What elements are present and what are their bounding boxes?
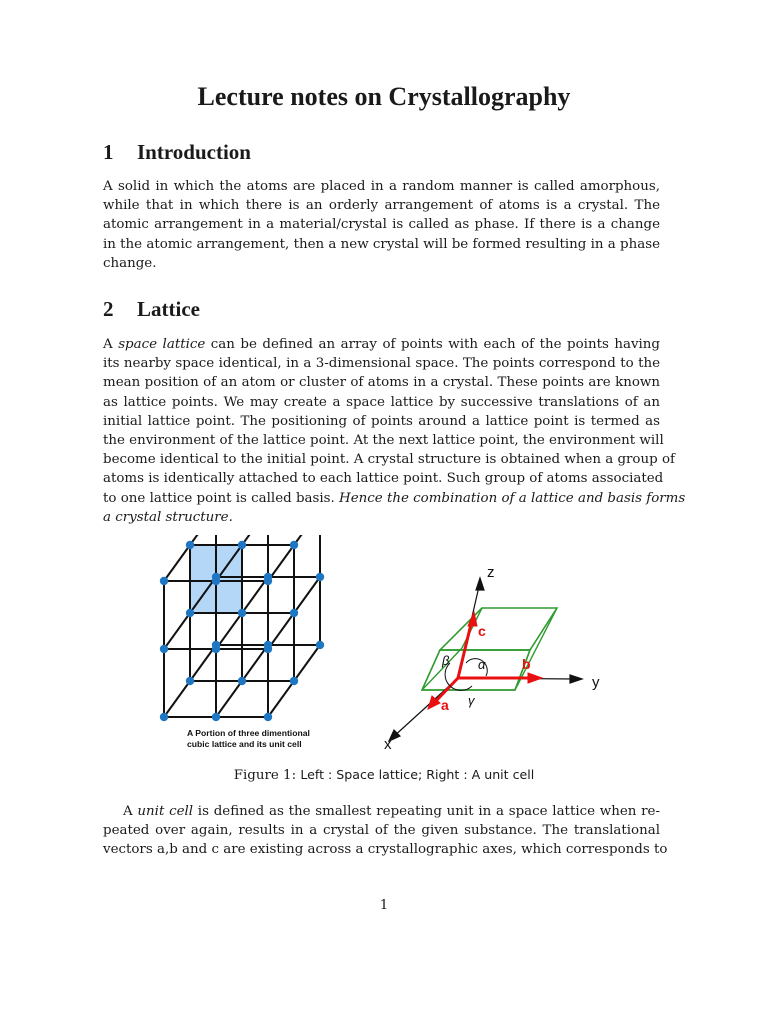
section-number: 1 <box>103 140 114 164</box>
vector-a-label: a <box>441 697 449 713</box>
paragraph-line: while that in which there is an orderly arrangement of atoms is a crystal. The <box>103 198 660 214</box>
introduction-paragraph <box>103 177 660 273</box>
section-title: Lattice <box>137 297 200 321</box>
lattice-caption-line-1: A Portion of three dimentional <box>187 728 310 738</box>
lattice-edge <box>216 681 242 717</box>
lattice-point <box>316 641 324 649</box>
paragraph-line: the environment of the lattice point. At the next lattice point, the environment will <box>103 433 664 449</box>
term-unit-cell: unit cell <box>137 804 194 819</box>
lattice-point <box>290 677 298 685</box>
paragraph-line: mean position of an atom or cluster of atoms in a crystal. These points are known <box>103 375 660 391</box>
space-lattice-figure <box>155 535 385 765</box>
figure-caption <box>0 767 768 783</box>
lattice-point <box>290 541 298 549</box>
paragraph-line: a crystal structure. <box>103 509 233 525</box>
lattice-point <box>186 541 194 549</box>
lattice-edge <box>164 545 190 581</box>
lattice-point <box>160 577 168 585</box>
lattice-caption-line-2: cubic lattice and its unit cell <box>187 739 302 749</box>
lattice-point <box>264 713 272 721</box>
paragraph-line: in the atomic arrangement, then a new crystal will be formed resulting in a phase <box>103 236 660 252</box>
lattice-edge <box>164 681 190 717</box>
angle-gamma-label: γ <box>468 693 475 708</box>
paragraph-line: A unit cell is defined as the smallest repeating unit in a space lattice when re- <box>123 804 660 819</box>
paragraph-line: atoms is identically attached to each lattice point. Such group of atoms associated <box>103 471 664 487</box>
section-number: 2 <box>103 297 114 321</box>
paragraph-line: atomic arrangement in a material/crystal is called as phase. If there is a change <box>103 217 660 233</box>
page-number: 1 <box>379 898 389 913</box>
lattice-paragraph <box>103 335 686 527</box>
lattice-point <box>160 645 168 653</box>
lattice-point <box>212 645 220 653</box>
lattice-point <box>316 573 324 581</box>
page-title: Lecture notes on Crystallography <box>197 82 571 111</box>
vector-c-label: c <box>478 623 486 639</box>
paragraph-line: change. <box>103 255 157 271</box>
lattice-edge <box>294 645 320 681</box>
paragraph-line: peated over again, results in a crystal of the given substance. The translational <box>103 823 660 839</box>
lattice-edge <box>164 613 190 649</box>
vector-b-label: b <box>522 656 531 672</box>
figure-label: Figure 1: <box>233 768 297 783</box>
section-heading-introduction <box>103 140 251 165</box>
paragraph-line: A solid in which the atoms are placed in a random manner is called amorphous, <box>103 179 660 194</box>
lattice-point <box>212 577 220 585</box>
paragraph-line: A space lattice can be defined an array of points with each of the points having <box>103 337 661 352</box>
axis-z-label: z <box>487 564 495 581</box>
emphasis-text: Hence the combination of a lattice and basis forms <box>339 490 686 506</box>
lattice-point <box>290 609 298 617</box>
paragraph-line: as lattice points. We may create a space lattice by successive translations of an <box>103 394 660 410</box>
paragraph-line: to one lattice point is called basis. Hence the combination of a lattice and basis forms <box>103 490 686 506</box>
section-title: Introduction <box>137 140 251 164</box>
paragraph-line: vectors a,b and c are existing across a crystallographic axes, which corresponds to <box>103 842 668 858</box>
figure-caption-text: Left : Space lattice; Right : A unit cell <box>300 767 535 782</box>
unit-cell-paragraph <box>103 802 668 860</box>
section-heading-lattice <box>103 297 200 322</box>
lattice-lines <box>164 535 320 717</box>
term-space-lattice: space lattice <box>118 337 206 352</box>
lattice-point <box>160 713 168 721</box>
axes <box>389 578 582 741</box>
lattice-point <box>264 645 272 653</box>
axis-y-label: y <box>592 674 600 691</box>
lattice-point <box>238 541 246 549</box>
lattice-edge <box>294 577 320 613</box>
angle-beta-label: β <box>442 653 450 668</box>
lattice-point <box>238 609 246 617</box>
lattice-point <box>238 677 246 685</box>
paragraph-line: initial lattice point. The positioning of points around a lattice point is termed as <box>103 413 660 429</box>
axis-x-label: x <box>384 736 392 753</box>
lattice-point <box>186 677 194 685</box>
lattice-edge <box>268 681 294 717</box>
angle-alpha-label: α <box>478 657 486 672</box>
unit-cell-figure <box>380 560 620 755</box>
paragraph-line: its nearby space identical, in a 3-dimensional space. The points correspond to the <box>103 356 660 372</box>
lattice-point <box>264 577 272 585</box>
paragraph-line: become identical to the initial point. A crystal structure is obtained when a group of <box>103 452 675 468</box>
lattice-point <box>186 609 194 617</box>
lattice-point <box>212 713 220 721</box>
